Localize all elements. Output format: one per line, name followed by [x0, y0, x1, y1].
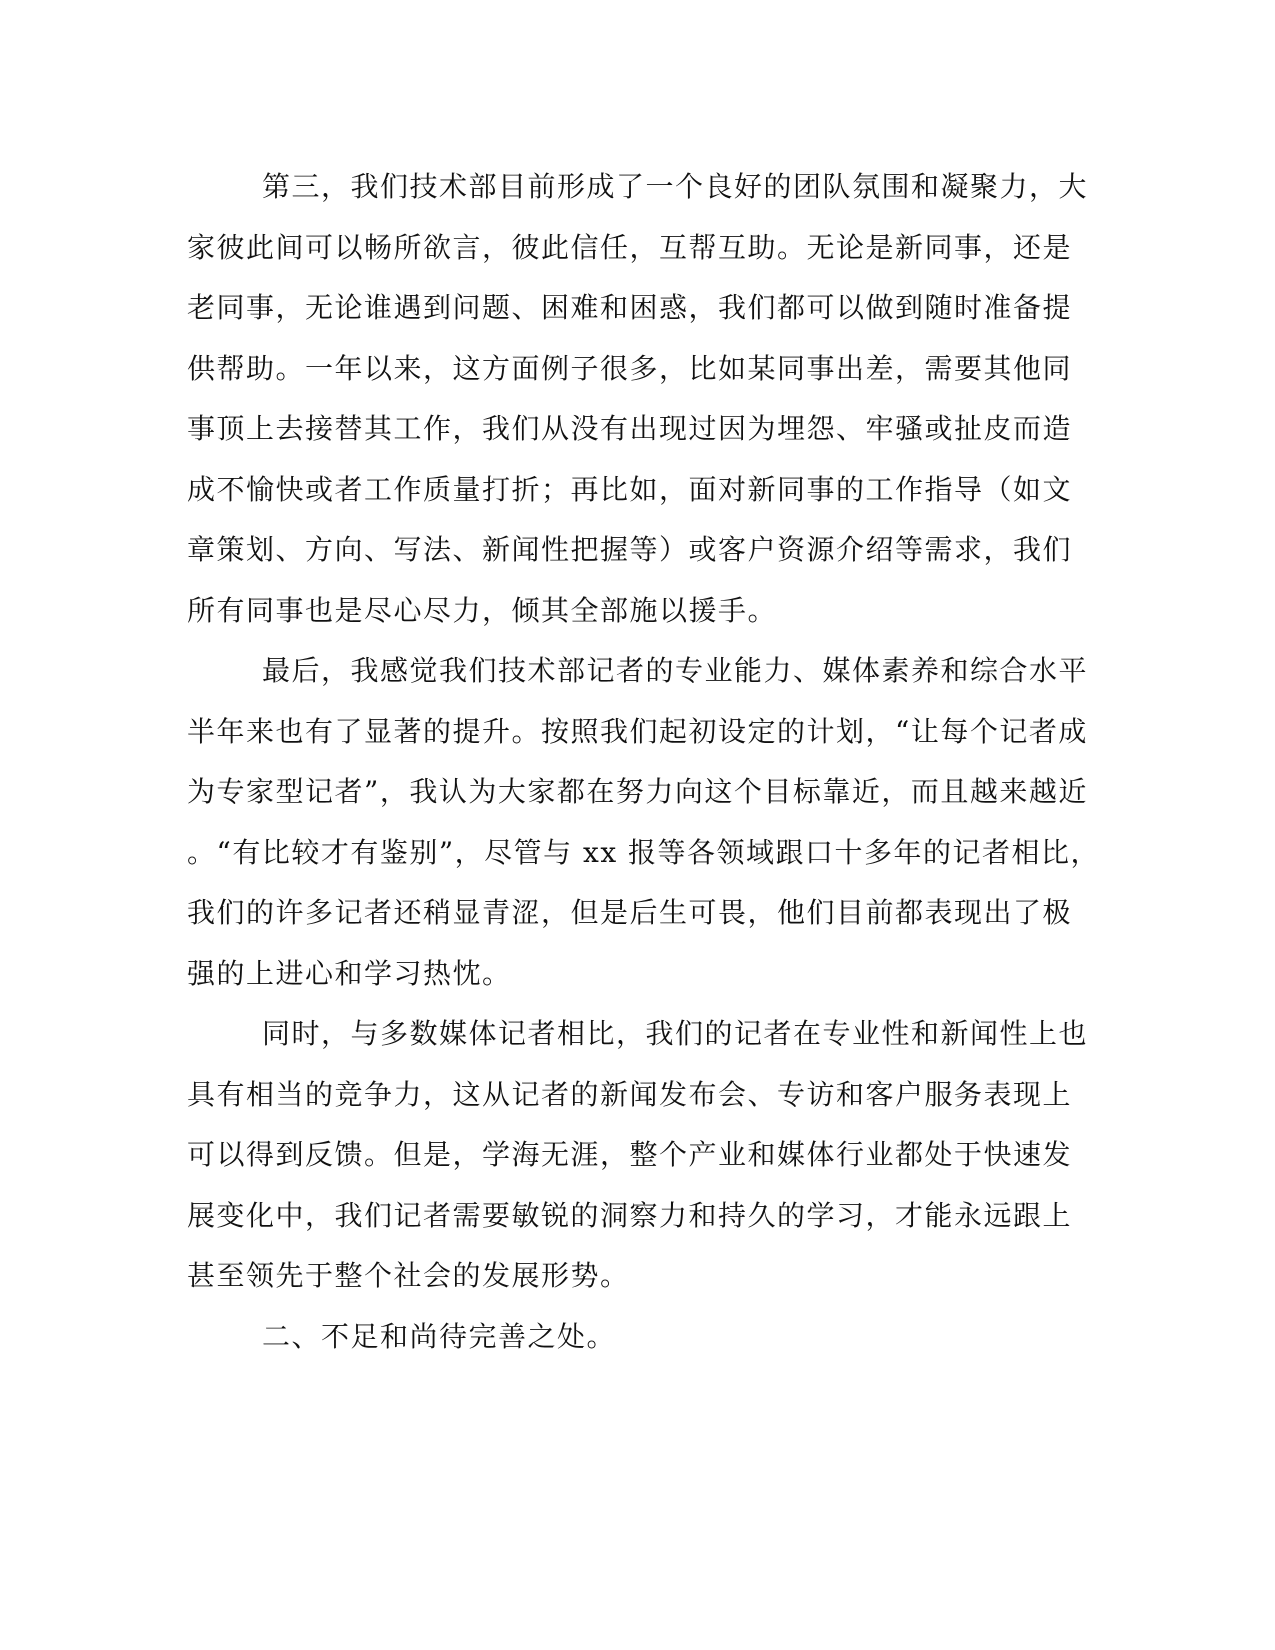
- section-heading-shortcomings: [187, 1307, 1067, 1368]
- text-line: 章策划、方向、写法、新闻性把握等）或客户资源介绍等需求，我们: [187, 533, 1073, 566]
- text-line: 。“有比较才有鉴别”，尽管与 xx 报等各领域跟口十多年的记者相比，: [187, 835, 1101, 869]
- paragraph-team-atmosphere: [187, 157, 1089, 641]
- text-line: 展变化中，我们记者需要敏锐的洞察力和持久的学习，才能永远跟上: [187, 1198, 1073, 1232]
- text-line: 我们的许多记者还稍显青涩，但是后生可畏，他们目前都表现出了极: [187, 896, 1073, 929]
- text-line: 供帮助。一年以来，这方面例子很多，比如某同事出差，需要其他同: [187, 351, 1073, 385]
- text-line: 老同事，无论谁遇到问题、困难和困惑，我们都可以做到随时准备提: [187, 291, 1073, 324]
- text-line: 最后，我感觉我们技术部记者的专业能力、媒体素养和综合水平: [262, 654, 1089, 687]
- text-line: 半年来也有了显著的提升。按照我们起初设定的计划，“让每个记者成: [187, 714, 1088, 748]
- paragraph-competitiveness: [187, 1004, 1089, 1307]
- text-line: 家彼此间可以畅所欲言，彼此信任，互帮互助。无论是新同事，还是: [187, 230, 1073, 264]
- text-line: 成不愉快或者工作质量打折；再比如，面对新同事的工作指导（如文: [187, 472, 1073, 506]
- text-line: 具有相当的竞争力，这从记者的新闻发布会、专访和客户服务表现上: [187, 1077, 1073, 1111]
- text-line: 甚至领先于整个社会的发展形势。: [187, 1259, 630, 1292]
- paragraph-professional-ability: [187, 641, 1101, 1004]
- text-line: 强的上进心和学习热忱。: [187, 956, 512, 990]
- text-line: 事顶上去接替其工作，我们从没有出现过因为埋怨、牢骚或扯皮而造: [187, 412, 1073, 445]
- text-line: 同时，与多数媒体记者相比，我们的记者在专业性和新闻性上也: [262, 1017, 1089, 1050]
- text-line: 为专家型记者”，我认为大家都在努力向这个目标靠近，而且越来越近: [187, 775, 1088, 808]
- document-body: [187, 157, 1101, 1367]
- section-heading: 二、不足和尚待完善之处。: [262, 1319, 617, 1353]
- text-line: 第三，我们技术部目前形成了一个良好的团队氛围和凝聚力，大: [262, 170, 1089, 203]
- text-line: 所有同事也是尽心尽力，倾其全部施以援手。: [187, 593, 778, 627]
- text-line: 可以得到反馈。但是，学海无涯，整个产业和媒体行业都处于快速发: [187, 1138, 1073, 1171]
